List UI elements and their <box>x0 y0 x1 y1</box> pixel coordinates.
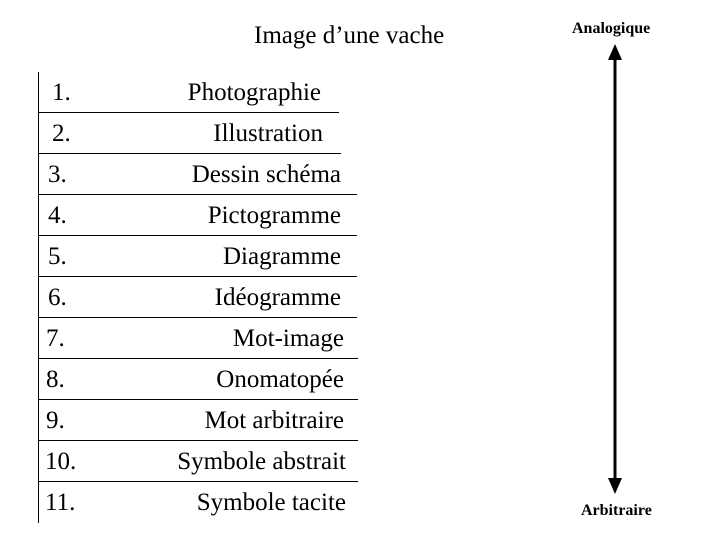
item-label: Mot-image <box>232 325 344 352</box>
list-item <box>38 359 358 400</box>
list-item <box>38 400 358 441</box>
item-label: Dessin schéma <box>191 161 341 188</box>
scale-top-label: Analogique <box>572 20 651 37</box>
list-item <box>38 113 341 154</box>
list-item <box>38 236 357 277</box>
item-number: 3. <box>48 161 67 188</box>
item-label: Onomatopée <box>216 366 344 393</box>
item-number: 8. <box>46 366 65 393</box>
item-number: 5. <box>48 243 67 270</box>
item-number: 9. <box>46 407 65 434</box>
item-label: Symbole tacite <box>196 489 346 516</box>
list-item <box>38 318 358 359</box>
list-item <box>38 482 358 523</box>
scale-bottom-label: Arbitraire <box>581 502 652 519</box>
item-label: Symbole abstrait <box>177 448 346 475</box>
item-number: 6. <box>48 284 67 311</box>
item-label: Mot arbitraire <box>204 407 344 434</box>
list-item <box>38 72 339 113</box>
item-number: 7. <box>46 325 65 352</box>
list-item <box>38 195 357 236</box>
item-label: Pictogramme <box>207 202 341 229</box>
list-item <box>38 277 357 318</box>
item-number: 10. <box>45 448 77 475</box>
item-number: 11. <box>45 489 76 516</box>
item-label: Photographie <box>187 79 321 106</box>
list-item <box>38 441 358 482</box>
double-arrow-icon <box>600 44 630 494</box>
representation-list <box>38 72 358 523</box>
item-label: Illustration <box>213 120 323 147</box>
item-label: Idéogramme <box>214 284 341 311</box>
item-number: 1. <box>52 79 71 106</box>
item-number: 2. <box>52 120 71 147</box>
item-number: 4. <box>48 202 67 229</box>
list-item <box>38 154 357 195</box>
diagram-title: Image d’une vache <box>254 22 445 49</box>
item-label: Diagramme <box>222 243 341 270</box>
